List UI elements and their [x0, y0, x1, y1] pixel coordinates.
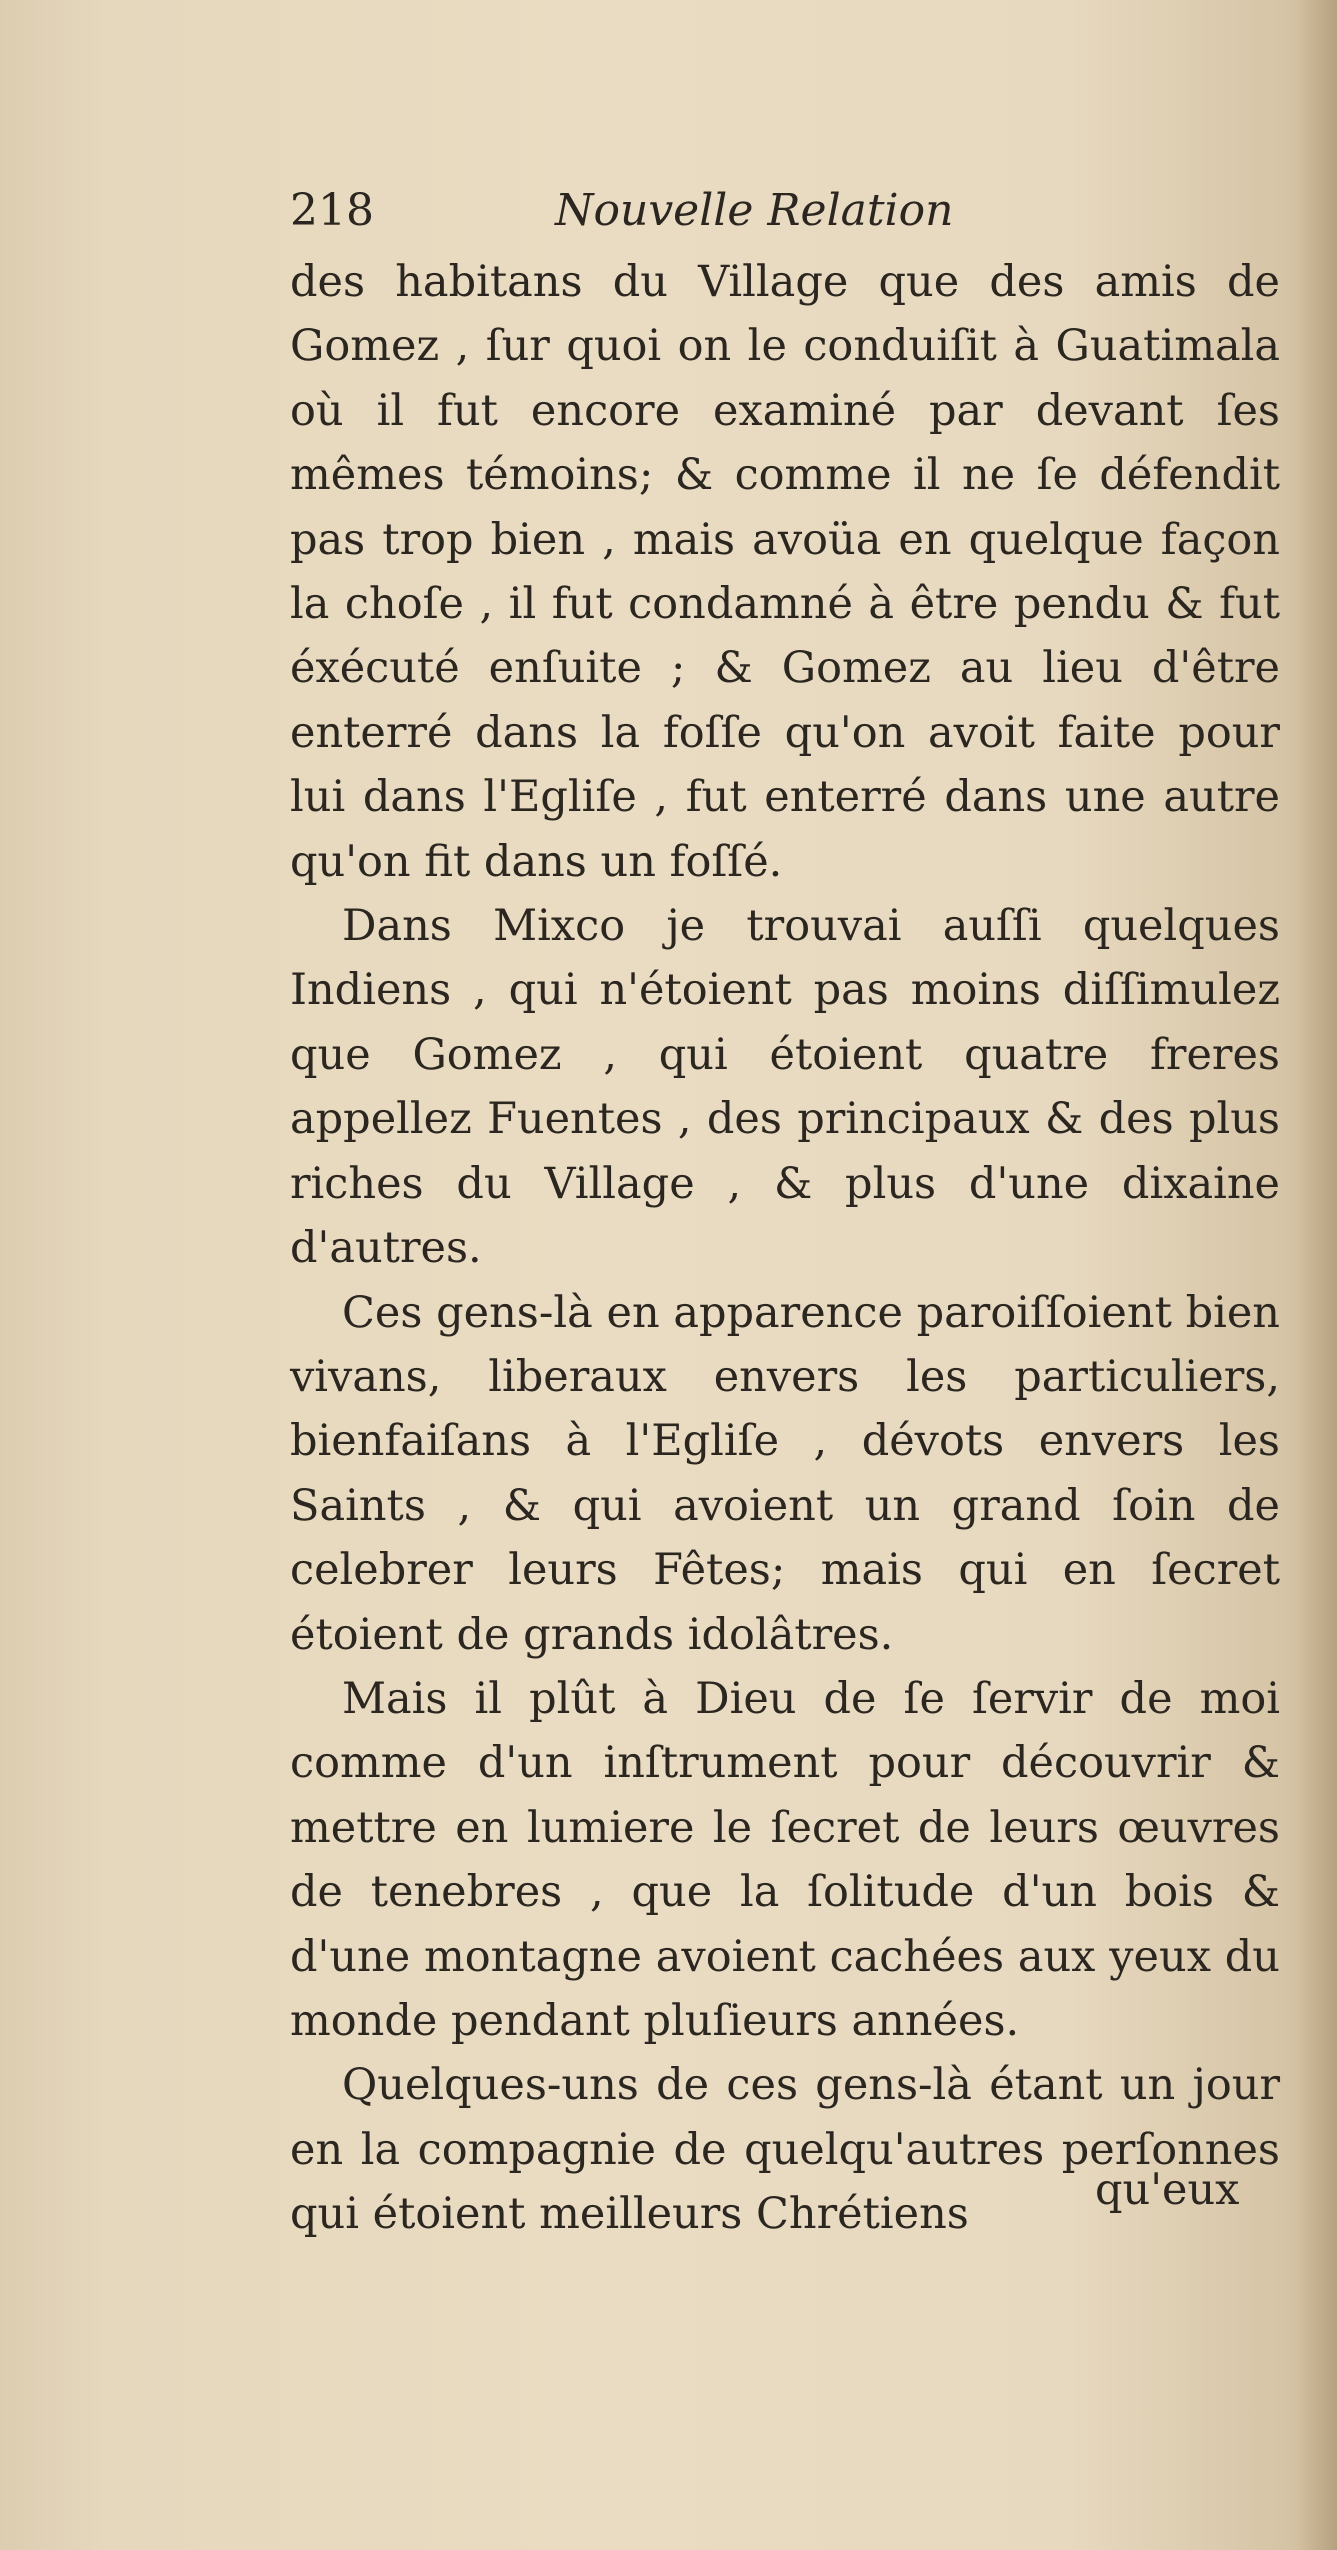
paragraph-3: Ces gens-là en apparence paroiſſoient bien vivans, liberaux envers les particuliers, bienfaiſans à l'Egliſe , dévots envers les Saints , & qui avoient un grand ſoin de celebrer leurs Fêtes; mais qui en ſecret étoient de grands idolâtres. [290, 1287, 1280, 1660]
paragraph-4: Mais il plût à Dieu de ſe ſervir de moi comme d'un inſtrument pour découvrir & mettre en lumiere le ſecret de leurs œuvres de tenebres , que la ſolitude d'un bois & d'une montagne avoient cachées aux yeux du monde pendant pluſieurs années. [290, 1673, 1280, 2046]
paragraph-2: Dans Mixco je trouvai auſſi quelques Indiens , qui n'étoient pas moins diſſimulez que Gomez , qui étoient quatre freres appellez Fuentes , des principaux & des plus riches du Village , & plus d'une dixaine d'autres. [290, 901, 1280, 1274]
page-number: 218 [290, 185, 374, 236]
paragraph-1: des habitans du Village que des amis de Gomez , ſur quoi on le conduiſit à Guatimala où il fut encore examiné par devant ſes mêmes témoins; & comme il ne ſe défendit pas trop bien , mais avoüa en quelque façon la choſe , il fut condamné à être pendu & fut éxécuté enſuite ; & Gomez au lieu d'être enterré dans la foſſe qu'on avoit faite pour lui dans l'Egliſe , fut enterré dans une autre qu'on fit dans un foſſé. [290, 257, 1280, 887]
body-text [290, 250, 1280, 2247]
catchword: qu'eux [1095, 2165, 1240, 2215]
running-title: Nouvelle Relation [555, 185, 954, 236]
paragraph-5: Quelques-uns de ces gens-là étant un jour en la compagnie de quelqu'autres perſonnes qui étoient meilleurs Chrétiens [290, 2060, 1280, 2240]
running-head [290, 185, 1190, 245]
